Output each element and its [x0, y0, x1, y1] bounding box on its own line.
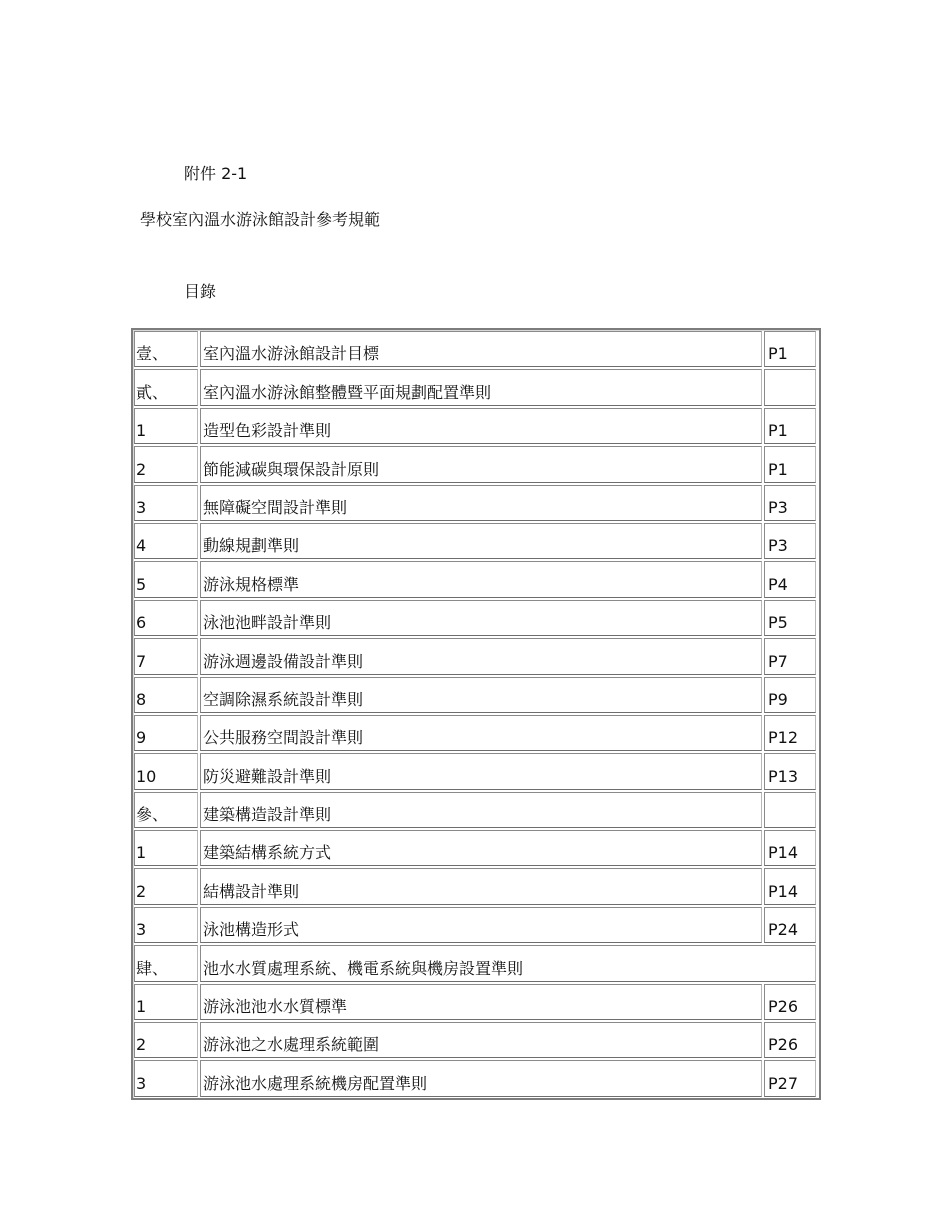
toc-page-number: P9: [764, 677, 816, 713]
toc-page-number: P5: [764, 600, 816, 636]
toc-row: [133, 330, 819, 368]
toc-row: [133, 829, 819, 867]
toc-title: 游泳規格標準: [200, 561, 762, 597]
toc-number: 1: [134, 984, 198, 1020]
toc-page-number: [764, 792, 816, 828]
toc-number: 8: [134, 677, 198, 713]
toc-page-number: P3: [764, 523, 816, 559]
toc-title: 節能減碳與環保設計原則: [200, 446, 762, 482]
toc-page-number: P1: [764, 408, 816, 444]
toc-title: 游泳週邊設備設計準則: [200, 638, 762, 674]
toc-number: 貳、: [134, 369, 198, 405]
toc-number: 2: [134, 446, 198, 482]
toc-page-number: P27: [764, 1060, 816, 1096]
toc-row: [133, 484, 819, 522]
toc-page-number: P14: [764, 868, 816, 904]
toc-title: 空調除濕系統設計準則: [200, 677, 762, 713]
toc-page-number: P14: [764, 830, 816, 866]
attachment-label: 附件 2-1: [184, 164, 248, 183]
toc-number: 1: [134, 830, 198, 866]
toc-title: 動線規劃準則: [200, 523, 762, 559]
toc-row: [133, 522, 819, 560]
toc-number: 6: [134, 600, 198, 636]
document-title: 學校室內溫水游泳館設計參考規範: [140, 210, 381, 229]
toc-number: 3: [134, 907, 198, 943]
toc-page-number: P1: [764, 331, 816, 367]
toc-title: 游泳池池水水質標準: [200, 984, 762, 1020]
toc-title: 泳池池畔設計準則: [200, 600, 762, 636]
toc-title: 結構設計準則: [200, 868, 762, 904]
toc-title: 造型色彩設計準則: [200, 408, 762, 444]
toc-row: [133, 791, 819, 829]
toc-number: 5: [134, 561, 198, 597]
toc-number: 肆、: [134, 945, 198, 981]
toc-number: 4: [134, 523, 198, 559]
toc-row: [133, 1059, 819, 1097]
toc-title: 無障礙空間設計準則: [200, 485, 762, 521]
toc-row: [133, 714, 819, 752]
toc-number: 3: [134, 1060, 198, 1096]
toc-row: [133, 906, 819, 944]
toc-row: [133, 637, 819, 675]
toc-row: [133, 944, 819, 982]
toc-row: [133, 445, 819, 483]
toc-number: 2: [134, 868, 198, 904]
toc-row: [133, 676, 819, 714]
toc-page-number: P4: [764, 561, 816, 597]
toc-page-number: P26: [764, 984, 816, 1020]
toc-title: 泳池構造形式: [200, 907, 762, 943]
toc-title: 室內溫水游泳館整體暨平面規劃配置準則: [200, 369, 762, 405]
toc-table: [131, 328, 821, 1100]
toc-title: 公共服務空間設計準則: [200, 715, 762, 751]
toc-title: 防災避難設計準則: [200, 753, 762, 789]
toc-page-number: P1: [764, 446, 816, 482]
toc-page-number: P13: [764, 753, 816, 789]
toc-number: 3: [134, 485, 198, 521]
toc-page-number: P24: [764, 907, 816, 943]
toc-title: 池水水質處理系統、機電系統與機房設置準則: [200, 945, 816, 981]
toc-heading: 目錄: [184, 282, 217, 301]
toc-number: 9: [134, 715, 198, 751]
toc-number: 7: [134, 638, 198, 674]
toc-page-number: P7: [764, 638, 816, 674]
toc-page-number: [764, 369, 816, 405]
toc-page-number: P3: [764, 485, 816, 521]
toc-number: 參、: [134, 792, 198, 828]
toc-title: 建築構造設計準則: [200, 792, 762, 828]
toc-title: 游泳池之水處理系統範圍: [200, 1022, 762, 1058]
toc-title: 游泳池水處理系統機房配置準則: [200, 1060, 762, 1096]
toc-row: [133, 599, 819, 637]
toc-title: 建築結構系統方式: [200, 830, 762, 866]
toc-number: 2: [134, 1022, 198, 1058]
toc-number: 壹、: [134, 331, 198, 367]
toc-row: [133, 368, 819, 406]
toc-page-number: P26: [764, 1022, 816, 1058]
toc-title: 室內溫水游泳館設計目標: [200, 331, 762, 367]
toc-row: [133, 560, 819, 598]
toc-row: [133, 407, 819, 445]
toc-number: 1: [134, 408, 198, 444]
toc-page-number: P12: [764, 715, 816, 751]
toc-row: [133, 1021, 819, 1059]
toc-row: [133, 752, 819, 790]
toc-row: [133, 867, 819, 905]
toc-number: 10: [134, 753, 198, 789]
toc-row: [133, 983, 819, 1021]
